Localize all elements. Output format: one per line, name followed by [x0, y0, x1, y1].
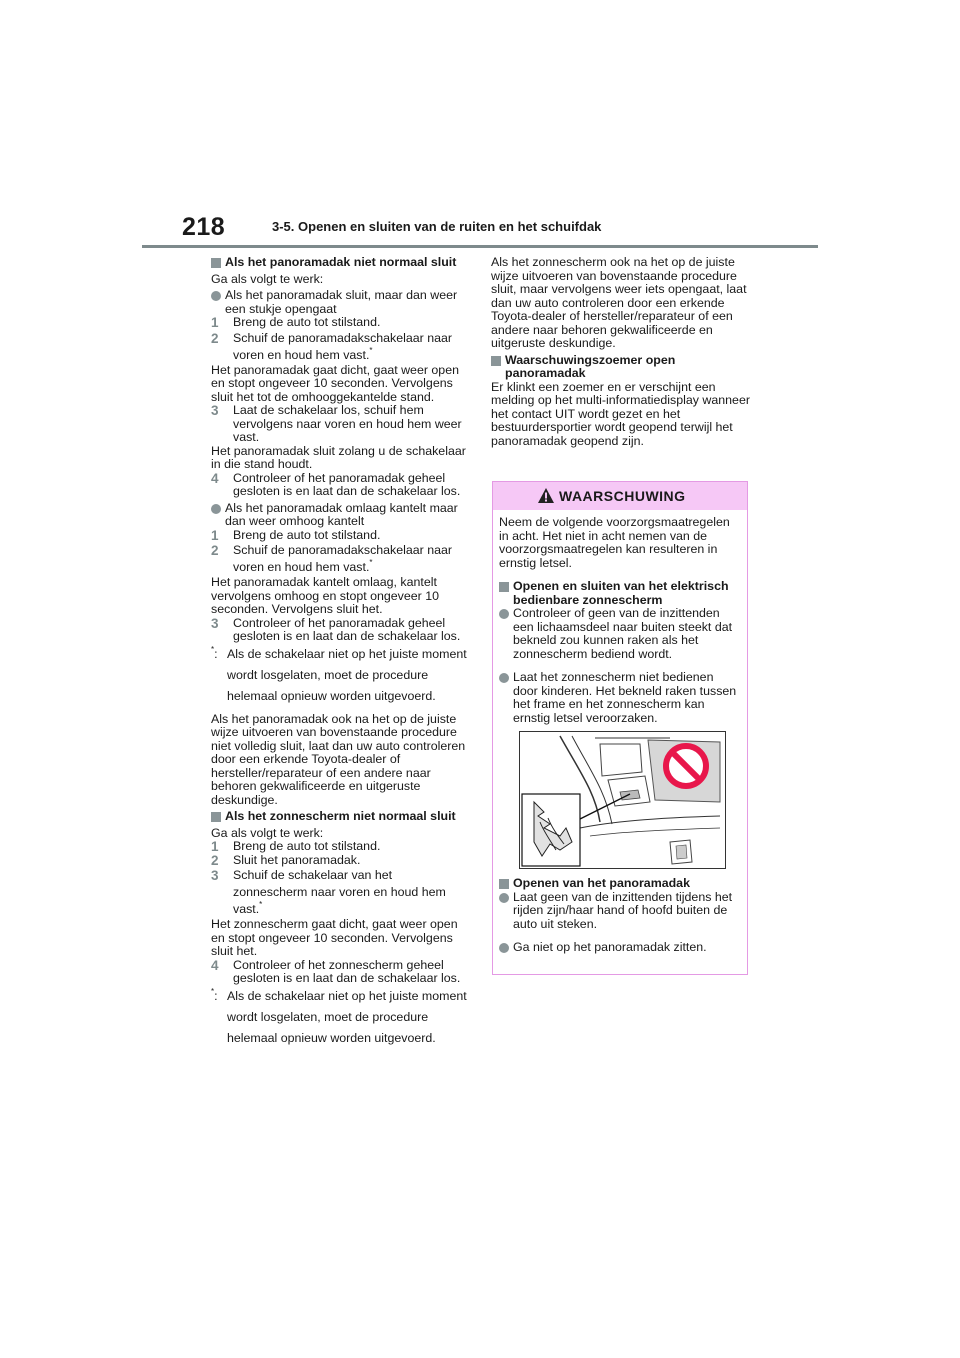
round-bullet-icon — [211, 504, 221, 514]
step-item: 4 Controleer of het zonnescherm geheel gesloten is en laat dan de schakelaar los. — [211, 957, 461, 985]
warning-triangle-icon — [537, 487, 555, 504]
intro-text: Ga als volgt te werk: — [211, 271, 324, 286]
warning-heading-sunshade: Openen en sluiten van het elektrisch bedienbare zonnescherm — [499, 580, 737, 607]
step-item: 3 Laat de schakelaar los, schuif hem vervolgens naar voren en houd hem weer vast. — [211, 403, 462, 444]
square-bullet-icon — [491, 356, 501, 366]
round-bullet-icon — [499, 943, 509, 953]
step-item: 1 Breng de auto tot stilstand. — [211, 839, 381, 854]
paragraph: Het panoramadak sluit zolang u de schakelaar in die stand houdt. — [211, 443, 466, 471]
paragraph: Het zonnescherm gaat dicht, gaat weer open en stopt ongeveer 10 seconden. Vervolgens sluit het. — [211, 917, 458, 958]
step-item: 2 Sluit het panoramadak. — [211, 852, 361, 868]
figure-sunshade-pinch — [519, 731, 726, 869]
warning-body — [493, 510, 747, 955]
paragraph: Als het zonnescherm ook na het op de juiste wijze uitvoeren van bovenstaande procedure sluit, maar vervolgens weer iets opengaat, laat dan uw auto controleren door een erkende Toyota-dealer of hersteller/reparateur of een andere naar behoren gekwalificeerde en uitgeruste deskundige. — [491, 255, 747, 350]
warning-box — [492, 481, 748, 975]
prohibition-icon — [662, 742, 710, 790]
warning-header — [493, 482, 747, 510]
square-bullet-icon — [211, 812, 221, 822]
header-divider — [142, 245, 818, 248]
left-column — [211, 256, 469, 1049]
step-item: 2 Schuif de panoramadakschakelaar naar voren en houd hem vast.* — [211, 330, 453, 362]
step-item: 3 Controleer of het panoramadak geheel gesloten is en laat dan de schakelaar los. — [211, 615, 461, 643]
bullet-item: Als het panoramadak omlaag kantelt maar dan weer omhoog kantelt — [211, 502, 469, 529]
round-bullet-icon — [499, 673, 509, 683]
step-item: 1 Breng de auto tot stilstand. — [211, 527, 381, 543]
section-title: 3-5. Openen en sluiten van de ruiten en het schuifdak — [272, 219, 602, 234]
round-bullet-icon — [499, 609, 509, 619]
warning-intro: Neem de volgende voorzorgsmaatregelen in acht. Het niet in acht nemen van de voorzorgsmaatregelen kan resulteren in ernstig letsel. — [499, 515, 730, 570]
step-item: 1 Breng de auto tot stilstand. — [211, 315, 381, 330]
warning-bullet: Laat geen van de inzittenden tijdens het rijden zijn/haar hand of hoofd buiten de auto uit steken. — [499, 891, 737, 932]
bullet-item: Als het panoramadak sluit, maar dan weer een stukje opengaat — [211, 289, 469, 316]
warning-title: WAARSCHUWING — [559, 488, 686, 504]
warning-heading-panorama: Openen van het panoramadak — [499, 877, 737, 891]
paragraph: Er klinkt een zoemer en er verschijnt een melding op het multi-informatiedisplay wanneer het contact UIT wordt gezet en het bestuurdersportier wordt geopend terwijl het panoramadak geopend zijn. — [491, 379, 750, 448]
round-bullet-icon — [211, 291, 221, 301]
warning-bullet: Ga niet op het panoramadak zitten. — [499, 941, 737, 955]
heading-warning-buzzer: Waarschuwingszoemer open panoramadak — [491, 354, 751, 381]
footnote: *: Als de schakelaar niet op het juiste moment wordt losgelaten, moet de procedure helemaal opnieuw worden uitgevoerd. — [211, 644, 467, 703]
step-item: 4 Controleer of het panoramadak geheel gesloten is en laat dan de schakelaar los. — [211, 470, 461, 498]
paragraph: Het panoramadak kantelt omlaag, kantelt vervolgens omhoog en stopt ongeveer 10 seconden. Vervolgens sluit het. — [211, 575, 440, 616]
warning-bullet: Laat het zonnescherm niet bedienen door kinderen. Het bekneld raken tussen het frame en het zonnescherm kan ernstig letsel veroorzaken. — [499, 671, 737, 725]
footnote: *: Als de schakelaar niet op het juiste moment wordt losgelaten, moet de procedure helemaal opnieuw worden uitgevoerd. — [211, 986, 467, 1045]
square-bullet-icon — [499, 879, 509, 889]
paragraph: Het panoramadak gaat dicht, gaat weer open en stopt ongeveer 10 seconden. Vervolgens sluit het tot de omhooggekantelde stand. — [211, 362, 459, 404]
heading-panorama-roof: Als het panoramadak niet normaal sluit — [211, 256, 469, 270]
right-column — [491, 256, 751, 448]
warning-bullet: Controleer of geen van de inzittenden een lichaamsdeel naar buiten steekt dat bekneld zou kunnen raken als het zonnescherm bediend wordt. — [499, 607, 737, 661]
intro-text: Ga als volgt te werk: — [211, 825, 324, 840]
page-number: 218 — [182, 213, 226, 241]
round-bullet-icon — [499, 893, 509, 903]
heading-sunshade: Als het zonnescherm niet normaal sluit — [211, 810, 469, 824]
paragraph: Als het panoramadak ook na het op de juiste wijze uitvoeren van bovenstaande procedure niet volledig sluit, laat dan uw auto controleren door een erkende Toyota-dealer of hersteller/reparateur of een andere naar behoren gekwalificeerde en uitgeruste deskundige. — [211, 711, 466, 807]
square-bullet-icon — [499, 582, 509, 592]
step-item: 2 Schuif de panoramadakschakelaar naar voren en houd hem vast.* — [211, 543, 453, 574]
step-item: 3 Schuif de schakelaar van het zonnescherm naar voren en houd hem vast.* — [211, 868, 446, 916]
square-bullet-icon — [211, 258, 221, 268]
